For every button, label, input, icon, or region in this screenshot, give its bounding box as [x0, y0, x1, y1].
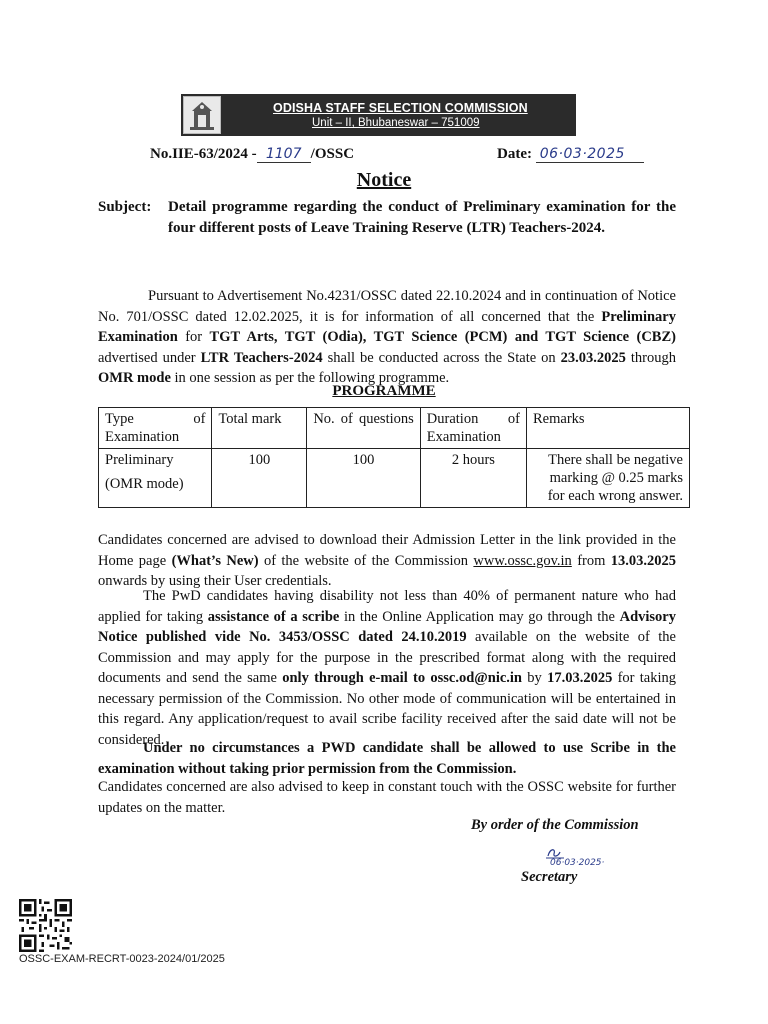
bold-run: Preliminary Examination — [98, 308, 676, 345]
text-run: of the website of the Commission — [258, 552, 474, 569]
text-run: by — [522, 670, 548, 686]
org-address: Unit – II, Bhubaneswar – 751009 — [312, 117, 480, 129]
header-cell: Duration of Examination — [420, 408, 526, 449]
subject-label: Subject: — [98, 199, 152, 215]
subject-text: Detail programme regarding the conduct of Preliminary examination for the four different posts of Leave Training Reserve (LTR) Teachers-2024. — [168, 199, 676, 236]
bold-run: LTR Teachers-2024 — [200, 349, 323, 366]
bold-run: 13.03.2025 — [610, 552, 677, 569]
table-cell-type — [99, 449, 212, 508]
text-run: in the Online Application may go through the — [339, 608, 620, 625]
ref-prefix: No.IIE-63/2024 - — [150, 146, 257, 162]
text-run: onwards by using their User credentials. — [98, 573, 332, 589]
programme-heading: PROGRAMME — [332, 383, 436, 399]
ref-handwritten-number: 1107 — [257, 146, 311, 163]
date-label: Date: — [497, 146, 532, 162]
bold-run: only through e-mail to ossc.od@nic.in — [282, 670, 522, 686]
paragraph-warning: Under no circumstances a PWD candidate shall be allowed to use Scribe in the examination without taking prior permission from the Commission. — [98, 740, 676, 777]
text-run: from — [571, 552, 611, 569]
text-run: for — [177, 329, 210, 345]
paragraph-intro — [98, 286, 676, 389]
table-cell-duration: 2 hours — [420, 449, 526, 508]
page-title: Notice — [356, 169, 412, 191]
text-run: The PwD candidates having disability not less than 40% of permanent nature who had applied for taking — [98, 588, 676, 625]
bold-run: assistance of a scribe — [207, 608, 340, 625]
table-cell-questions: 100 — [307, 449, 420, 508]
bold-run: (What’s New) — [171, 552, 259, 569]
text-run: Pursuant to Advertisement No.4231/OSSC dated 22.10.2024 and in continuation of Notice No. 701/OSSC dated 12.02.2025, it is for information of all concerned that the — [98, 288, 676, 325]
bold-run: OMR mode — [98, 370, 171, 386]
paragraph-pwd — [98, 586, 676, 750]
bold-run: Advisory Notice published vide No. 3453/OSSC dated 24.10.2019 — [98, 608, 676, 645]
reference-date — [497, 146, 644, 163]
qr-code-icon — [19, 899, 72, 952]
by-order-line: By order of the Commission — [471, 817, 639, 833]
letterhead — [181, 94, 576, 136]
designation: Secretary — [521, 869, 578, 885]
bold-run: 23.03.2025 — [560, 349, 626, 366]
header-cell: Type of Examination — [99, 408, 212, 449]
type-line: (OMR mode) — [105, 476, 184, 492]
table-row — [99, 449, 690, 508]
footer-document-code: OSSC-EXAM-RECRT-0023-2024/01/2025 — [19, 953, 225, 965]
header-cell: Total mark — [212, 408, 307, 449]
text-run: shall be conducted across the State on — [322, 349, 561, 366]
programme-table — [98, 407, 690, 508]
paragraph-updates: Candidates concerned are also advised to keep in constant touch with the OSSC website for further updates on the matter. — [98, 779, 676, 816]
header-cell: Remarks — [527, 408, 690, 449]
bold-run: 17.03.2025 — [547, 670, 613, 686]
text-run: available on the website of the Commission and may apply for the purpose in the prescribed format along with the required documents and send the same — [98, 629, 676, 686]
subject — [98, 197, 676, 239]
org-name: ODISHA STAFF SELECTION COMMISSION — [273, 101, 528, 115]
ref-suffix: /OSSC — [310, 146, 355, 162]
bold-run: TGT Arts, TGT (Odia), TGT Science (PCM) and TGT Science (CBZ) — [209, 329, 676, 345]
text-run: Candidates concerned are advised to download their Admission Letter in the link provided in the Home page — [98, 532, 676, 569]
table-cell-total-mark: 100 — [212, 449, 307, 508]
text-run: advertised under — [98, 349, 201, 366]
table-header-row — [99, 408, 690, 449]
text-run: through — [625, 349, 676, 366]
text-run: in one session as per the following programme. — [170, 370, 450, 386]
signature-date: 06·03·2025· — [550, 858, 605, 868]
table-cell-remarks: There shall be negative marking @ 0.25 marks for each wrong answer. — [527, 449, 690, 508]
odisha-emblem-icon — [183, 96, 221, 134]
reference-number — [150, 146, 354, 163]
type-line: Preliminary — [105, 452, 174, 468]
website-link[interactable]: www.ossc.gov.in — [473, 552, 572, 569]
header-cell: No. of questions — [307, 408, 420, 449]
date-handwritten: 06·03·2025 — [536, 146, 644, 163]
text-run: for taking necessary permission of the Commission. No other mode of communication will be entertained in this regard. Any application/request to avail scribe facility received after the said date will not be considered. — [98, 670, 677, 748]
paragraph-admission — [98, 530, 676, 592]
